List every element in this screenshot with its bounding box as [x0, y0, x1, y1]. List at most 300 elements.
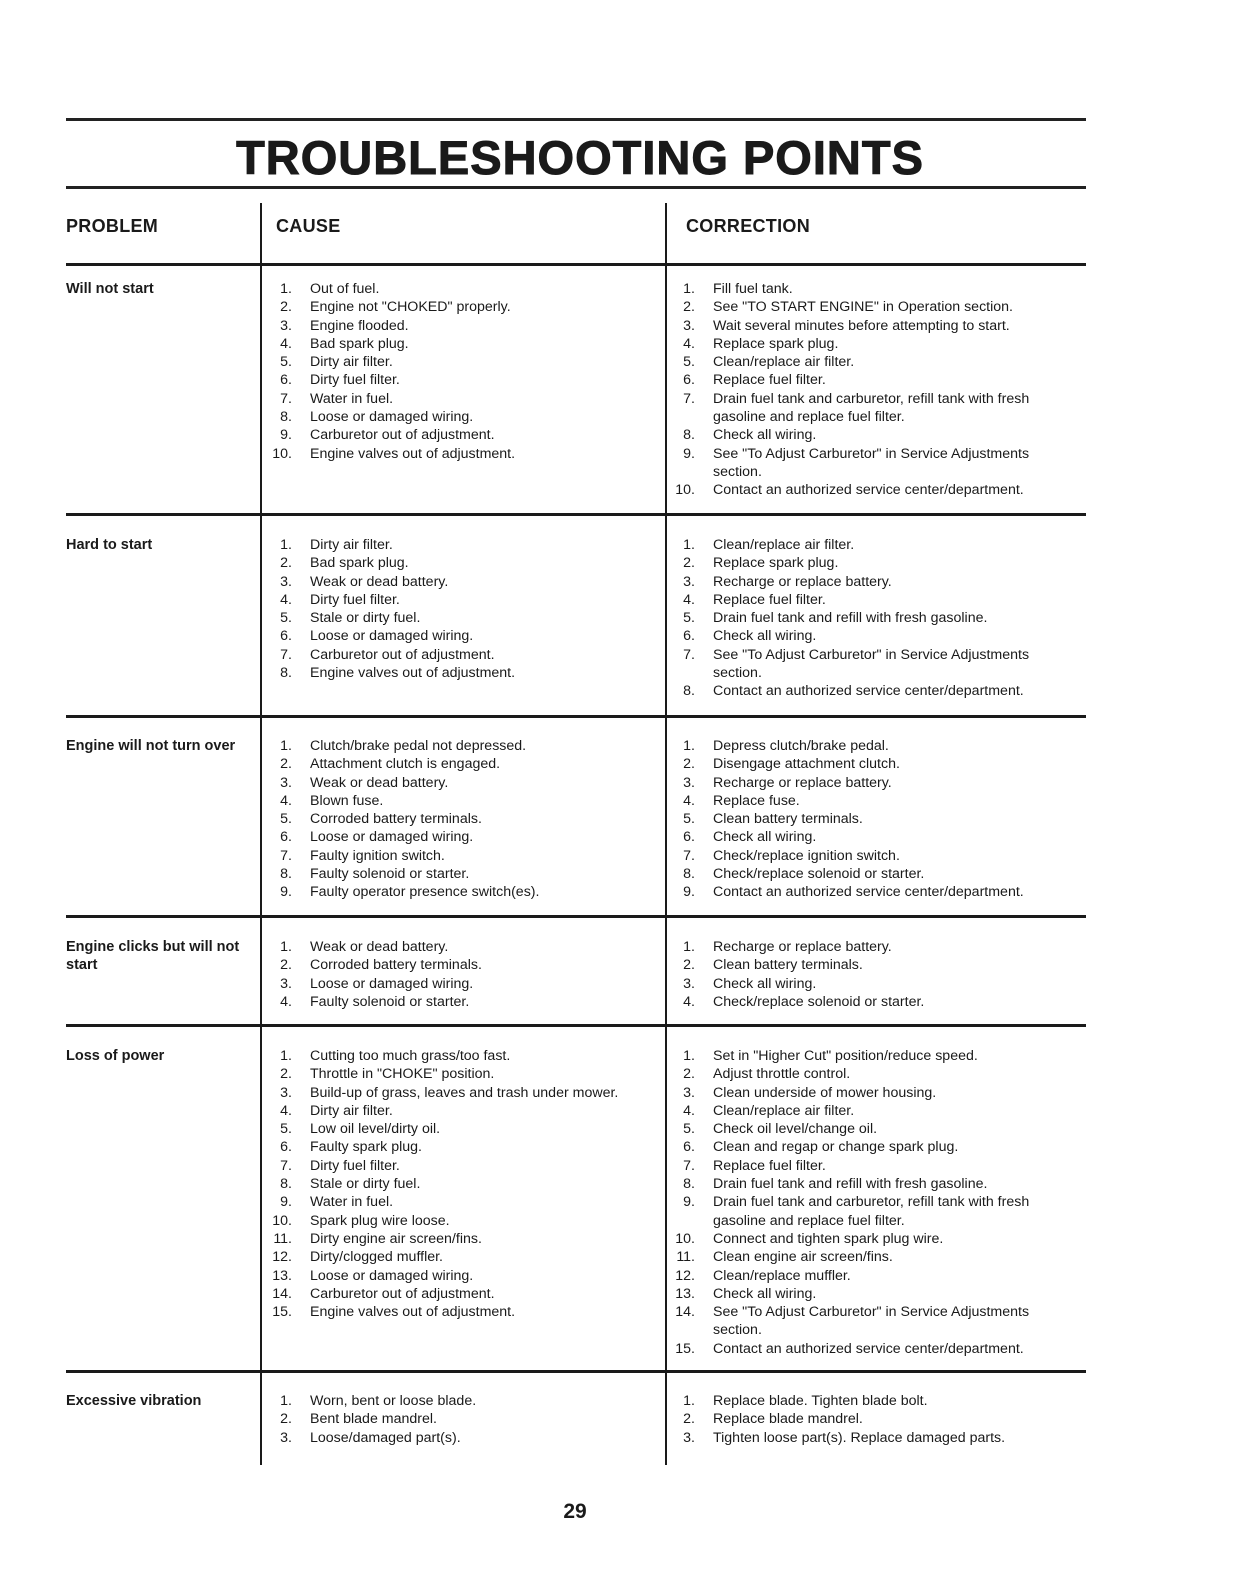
item-number: 9.	[280, 884, 292, 901]
item-text: Loose or damaged wiring.	[310, 409, 474, 426]
header-correction: CORRECTION	[686, 216, 810, 236]
item-text: Faulty solenoid or starter.	[310, 993, 470, 1010]
cause-item	[270, 1120, 665, 1138]
cause-list	[270, 1047, 665, 1321]
correction-item	[673, 1084, 1073, 1102]
correction-list	[673, 1047, 1073, 1358]
item-text: Loose/damaged part(s).	[310, 1429, 461, 1446]
item-text: Carburetor out of adjustment.	[310, 1285, 495, 1302]
item-number: 3.	[683, 975, 695, 992]
item-text: Water in fuel.	[310, 390, 394, 407]
item-text: Build-up of grass, leaves and trash under mower.	[310, 1084, 619, 1101]
correction-item	[673, 975, 1073, 993]
item-number: 7.	[280, 390, 292, 407]
page-number: 29	[563, 1500, 587, 1523]
cause-item	[270, 737, 665, 755]
correction-item	[673, 536, 1073, 554]
item-number: 12.	[675, 1267, 695, 1284]
item-number: 9.	[683, 445, 695, 462]
item-text: Corroded battery terminals.	[310, 957, 482, 974]
correction-item	[673, 956, 1073, 974]
title-bottom-rule	[66, 186, 1086, 189]
item-number: 9.	[683, 1194, 695, 1211]
cause-item	[270, 755, 665, 773]
item-number: 6.	[683, 829, 695, 846]
correction-item	[673, 627, 1073, 645]
item-text: Out of fuel.	[310, 281, 380, 297]
item-text: Clean battery terminals.	[713, 957, 863, 974]
item-text: Clean battery terminals.	[713, 811, 863, 828]
item-text: See "To Adjust Carburetor" in Service Adjustments section.	[713, 445, 1030, 480]
correction-item	[673, 1303, 1073, 1340]
item-text: Worn, bent or loose blade.	[310, 1393, 477, 1409]
cause-item	[270, 938, 665, 956]
item-text: Loose or damaged wiring.	[310, 1267, 474, 1284]
item-number: 2.	[683, 756, 695, 773]
correction-item	[673, 1065, 1073, 1083]
cause-item	[270, 646, 665, 664]
correction-item	[673, 1392, 1073, 1410]
item-number: 10.	[272, 445, 292, 462]
item-text: Contact an authorized service center/department.	[713, 683, 1024, 700]
item-number: 13.	[272, 1267, 292, 1284]
item-text: Clean engine air screen/fins.	[713, 1249, 893, 1266]
item-text: Dirty air filter.	[310, 354, 393, 371]
item-number: 2.	[280, 555, 292, 572]
cause-list	[270, 536, 665, 682]
item-number: 5.	[683, 610, 695, 627]
cause-item	[270, 536, 665, 554]
item-text: Attachment clutch is engaged.	[310, 756, 501, 773]
item-text: Cutting too much grass/too fast.	[310, 1048, 511, 1064]
item-number: 4.	[280, 1102, 292, 1119]
item-number: 8.	[280, 866, 292, 883]
item-number: 2.	[280, 957, 292, 974]
item-number: 3.	[280, 774, 292, 791]
item-number: 12.	[272, 1249, 292, 1266]
item-text: Bent blade mandrel.	[310, 1411, 437, 1428]
item-text: Faulty solenoid or starter.	[310, 866, 470, 883]
item-number: 15.	[272, 1304, 292, 1321]
item-text: Set in "Higher Cut" position/reduce speed.	[713, 1048, 978, 1064]
item-number: 1.	[280, 281, 292, 297]
item-number: 11.	[273, 1230, 292, 1247]
cause-item	[270, 317, 665, 335]
item-number: 2.	[683, 957, 695, 974]
item-text: Dirty fuel filter.	[310, 372, 400, 389]
item-text: Carburetor out of adjustment.	[310, 646, 495, 663]
title-top-rule	[66, 118, 1086, 121]
item-text: Clean/replace air filter.	[713, 354, 855, 371]
item-number: 2.	[683, 555, 695, 572]
correction-list	[673, 280, 1073, 500]
item-number: 7.	[683, 390, 695, 407]
cause-item	[270, 865, 665, 883]
cause-list	[270, 1392, 665, 1447]
cause-item	[270, 847, 665, 865]
cause-item	[270, 1303, 665, 1321]
column-divider-correction	[665, 203, 667, 1465]
cause-item	[270, 1392, 665, 1410]
item-number: 6.	[683, 1139, 695, 1156]
item-text: Dirty air filter.	[310, 1102, 393, 1119]
item-number: 4.	[683, 1102, 695, 1119]
item-number: 1.	[280, 537, 292, 553]
item-text: Replace fuel filter.	[713, 591, 826, 608]
cause-item	[270, 792, 665, 810]
cause-item	[270, 445, 665, 463]
item-number: 8.	[683, 683, 695, 700]
item-text: Clean/replace air filter.	[713, 1102, 855, 1119]
item-text: Contact an authorized service center/department.	[713, 884, 1024, 901]
item-text: Stale or dirty fuel.	[310, 610, 421, 627]
item-number: 8.	[280, 409, 292, 426]
item-number: 2.	[280, 756, 292, 773]
item-text: Loose or damaged wiring.	[310, 829, 474, 846]
correction-item	[673, 573, 1073, 591]
item-text: Drain fuel tank and refill with fresh gasoline.	[713, 1176, 988, 1193]
correction-item	[673, 810, 1073, 828]
item-number: 8.	[280, 1176, 292, 1193]
correction-item	[673, 828, 1073, 846]
item-text: Engine valves out of adjustment.	[310, 1304, 516, 1321]
item-text: Check all wiring.	[713, 628, 817, 645]
item-number: 10.	[272, 1212, 292, 1229]
correction-item	[673, 1193, 1073, 1230]
item-text: Low oil level/dirty oil.	[310, 1121, 441, 1138]
item-number: 1.	[280, 1393, 292, 1409]
item-text: Spark plug wire loose.	[310, 1212, 450, 1229]
item-number: 7.	[280, 646, 292, 663]
item-number: 6.	[683, 628, 695, 645]
item-number: 9.	[683, 884, 695, 901]
correction-item	[673, 646, 1073, 683]
item-text: Water in fuel.	[310, 1194, 394, 1211]
correction-item	[673, 371, 1073, 389]
item-text: Weak or dead battery.	[310, 939, 449, 955]
item-number: 10.	[675, 482, 695, 499]
item-number: 2.	[683, 1066, 695, 1083]
item-text: Drain fuel tank and carburetor, refill tank with fresh gasoline and replace fuel filter.	[713, 390, 1030, 426]
item-number: 6.	[280, 628, 292, 645]
cause-item	[270, 627, 665, 645]
cause-item	[270, 1212, 665, 1230]
column-divider-cause	[260, 203, 262, 1465]
item-number: 2.	[280, 299, 292, 316]
item-number: 4.	[683, 792, 695, 809]
item-text: Depress clutch/brake pedal.	[713, 738, 889, 754]
cause-item	[270, 664, 665, 682]
item-text: Contact an authorized service center/department.	[713, 482, 1024, 499]
correction-item	[673, 865, 1073, 883]
correction-item	[673, 353, 1073, 371]
cause-item	[270, 573, 665, 591]
item-text: Replace spark plug.	[713, 335, 839, 352]
cause-item	[270, 426, 665, 444]
cause-item	[270, 1193, 665, 1211]
item-number: 4.	[683, 335, 695, 352]
item-number: 3.	[280, 975, 292, 992]
problem-label: Excessive vibration	[66, 1393, 202, 1409]
item-number: 10.	[675, 1230, 695, 1247]
correction-item	[673, 554, 1073, 572]
item-text: Check all wiring.	[713, 427, 817, 444]
item-text: Stale or dirty fuel.	[310, 1176, 421, 1193]
correction-item	[673, 1047, 1073, 1065]
cause-item	[270, 408, 665, 426]
correction-item	[673, 792, 1073, 810]
item-text: Corroded battery terminals.	[310, 811, 482, 828]
item-number: 4.	[280, 591, 292, 608]
item-text: See "TO START ENGINE" in Operation section.	[713, 299, 1013, 316]
cause-item	[270, 883, 665, 901]
cause-item	[270, 828, 665, 846]
item-number: 3.	[683, 317, 695, 334]
item-text: Replace fuel filter.	[713, 1157, 826, 1174]
item-number: 2.	[683, 1411, 695, 1428]
correction-item	[673, 390, 1073, 427]
item-number: 3.	[280, 317, 292, 334]
item-number: 14.	[675, 1304, 695, 1321]
correction-item	[673, 591, 1073, 609]
item-text: Replace spark plug.	[713, 555, 839, 572]
cause-item	[270, 298, 665, 316]
item-text: Recharge or replace battery.	[713, 573, 892, 590]
problem-label: Loss of power	[66, 1048, 165, 1064]
item-text: Engine valves out of adjustment.	[310, 445, 516, 462]
correction-list	[673, 737, 1073, 902]
cause-item	[270, 1065, 665, 1083]
item-number: 1.	[683, 1393, 695, 1409]
item-text: Throttle in "CHOKE" position.	[310, 1066, 495, 1083]
item-number: 5.	[683, 1121, 695, 1138]
cause-item	[270, 335, 665, 353]
correction-item	[673, 774, 1073, 792]
correction-item	[673, 1410, 1073, 1428]
item-text: Recharge or replace battery.	[713, 939, 892, 955]
correction-item	[673, 317, 1073, 335]
item-text: Blown fuse.	[310, 792, 384, 809]
item-number: 7.	[280, 1157, 292, 1174]
correction-list	[673, 536, 1073, 701]
row-separator	[66, 715, 1086, 718]
item-number: 15.	[675, 1340, 695, 1357]
cause-item	[270, 280, 665, 298]
cause-item	[270, 1138, 665, 1156]
item-number: 6.	[280, 1139, 292, 1156]
item-number: 5.	[280, 1121, 292, 1138]
item-number: 3.	[280, 1084, 292, 1101]
item-number: 3.	[683, 1429, 695, 1446]
cause-item	[270, 371, 665, 389]
correction-item	[673, 1157, 1073, 1175]
item-text: Clean/replace air filter.	[713, 537, 855, 553]
item-number: 4.	[683, 993, 695, 1010]
cause-item	[270, 1248, 665, 1266]
page-title: TROUBLESHOOTING POINTS	[236, 131, 924, 184]
item-number: 9.	[280, 427, 292, 444]
item-number: 8.	[683, 866, 695, 883]
item-text: Dirty fuel filter.	[310, 591, 400, 608]
cause-item	[270, 975, 665, 993]
item-number: 7.	[683, 646, 695, 663]
item-text: Clean and regap or change spark plug.	[713, 1139, 959, 1156]
item-text: Drain fuel tank and refill with fresh gasoline.	[713, 610, 988, 627]
item-number: 13.	[675, 1285, 695, 1302]
correction-item	[673, 426, 1073, 444]
item-text: Bad spark plug.	[310, 335, 409, 352]
item-number: 7.	[683, 847, 695, 864]
item-number: 5.	[280, 354, 292, 371]
problem-label: Will not start	[66, 281, 154, 297]
item-text: Wait several minutes before attempting to start.	[713, 317, 1010, 334]
item-number: 8.	[683, 1176, 695, 1193]
cause-item	[270, 591, 665, 609]
item-number: 4.	[683, 591, 695, 608]
cause-item	[270, 956, 665, 974]
correction-item	[673, 1138, 1073, 1156]
cause-item	[270, 1102, 665, 1120]
item-text: Check/replace solenoid or starter.	[713, 866, 925, 883]
cause-item	[270, 1175, 665, 1193]
correction-item	[673, 993, 1073, 1011]
item-number: 5.	[280, 610, 292, 627]
item-text: Contact an authorized service center/department.	[713, 1340, 1024, 1357]
correction-item	[673, 445, 1073, 482]
item-text: Fill fuel tank.	[713, 281, 793, 297]
item-text: Clean/replace muffler.	[713, 1267, 851, 1284]
item-text: Weak or dead battery.	[310, 573, 449, 590]
item-text: Tighten loose part(s). Replace damaged parts.	[713, 1429, 1006, 1446]
item-number: 3.	[683, 573, 695, 590]
item-text: Loose or damaged wiring.	[310, 975, 474, 992]
row-separator	[66, 1370, 1086, 1373]
item-text: Check oil level/change oil.	[713, 1121, 878, 1138]
item-text: Check all wiring.	[713, 1285, 817, 1302]
row-separator	[66, 1024, 1086, 1027]
correction-list	[673, 1392, 1073, 1447]
item-text: Check all wiring.	[713, 829, 817, 846]
item-number: 6.	[280, 372, 292, 389]
item-text: Replace fuel filter.	[713, 372, 826, 389]
header-problem: PROBLEM	[66, 216, 159, 236]
item-number: 7.	[683, 1157, 695, 1174]
correction-list	[673, 938, 1073, 1011]
item-number: 5.	[280, 811, 292, 828]
item-text: Disengage attachment clutch.	[713, 756, 900, 773]
item-text: See "To Adjust Carburetor" in Service Adjustments section.	[713, 1304, 1030, 1339]
cause-item	[270, 1157, 665, 1175]
item-number: 11.	[676, 1249, 695, 1266]
item-number: 7.	[280, 847, 292, 864]
correction-item	[673, 1340, 1073, 1358]
item-number: 1.	[280, 738, 292, 754]
item-text: Replace blade mandrel.	[713, 1411, 863, 1428]
item-number: 1.	[683, 537, 695, 553]
item-number: 1.	[683, 738, 695, 754]
correction-item	[673, 1230, 1073, 1248]
cause-item	[270, 1410, 665, 1428]
item-number: 3.	[683, 774, 695, 791]
item-text: Carburetor out of adjustment.	[310, 427, 495, 444]
item-number: 3.	[280, 1429, 292, 1446]
item-text: Engine flooded.	[310, 317, 409, 334]
row-separator	[66, 263, 1086, 266]
item-text: Check/replace solenoid or starter.	[713, 993, 925, 1010]
item-number: 5.	[683, 354, 695, 371]
cause-item	[270, 810, 665, 828]
item-text: Faulty spark plug.	[310, 1139, 422, 1156]
problem-label: Hard to start	[66, 537, 153, 553]
item-number: 1.	[683, 281, 695, 297]
item-number: 1.	[683, 939, 695, 955]
item-text: Clean underside of mower housing.	[713, 1084, 937, 1101]
correction-item	[673, 481, 1073, 499]
cause-item	[270, 390, 665, 408]
correction-item	[673, 847, 1073, 865]
item-number: 3.	[683, 1084, 695, 1101]
correction-item	[673, 1102, 1073, 1120]
item-number: 1.	[280, 1048, 292, 1064]
item-text: Replace blade. Tighten blade bolt.	[713, 1393, 928, 1409]
item-number: 4.	[280, 335, 292, 352]
row-separator	[66, 915, 1086, 918]
item-number: 5.	[683, 811, 695, 828]
item-text: Recharge or replace battery.	[713, 774, 892, 791]
cause-item	[270, 554, 665, 572]
item-number: 1.	[280, 939, 292, 955]
cause-list	[270, 737, 665, 902]
cause-item	[270, 1285, 665, 1303]
item-text: Dirty engine air screen/fins.	[310, 1230, 482, 1247]
item-text: Dirty air filter.	[310, 537, 393, 553]
correction-item	[673, 1120, 1073, 1138]
item-number: 2.	[683, 299, 695, 316]
correction-item	[673, 298, 1073, 316]
item-number: 14.	[272, 1285, 292, 1302]
cause-item	[270, 1429, 665, 1447]
correction-item	[673, 1429, 1073, 1447]
correction-item	[673, 737, 1073, 755]
problem-label: Engine clicks but will not start	[66, 939, 240, 974]
item-text: Dirty fuel filter.	[310, 1157, 400, 1174]
item-text: Engine valves out of adjustment.	[310, 665, 516, 682]
cause-item	[270, 993, 665, 1011]
item-number: 2.	[280, 1411, 292, 1428]
item-text: Clutch/brake pedal not depressed.	[310, 738, 527, 754]
item-text: Check all wiring.	[713, 975, 817, 992]
cause-list	[270, 280, 665, 463]
problem-label: Engine will not turn over	[66, 738, 236, 754]
cause-item	[270, 1267, 665, 1285]
item-number: 3.	[280, 573, 292, 590]
item-text: Engine not "CHOKED" properly.	[310, 299, 511, 316]
item-number: 1.	[683, 1048, 695, 1064]
item-text: Check/replace ignition switch.	[713, 847, 900, 864]
correction-item	[673, 755, 1073, 773]
item-text: Bad spark plug.	[310, 555, 409, 572]
item-text: Weak or dead battery.	[310, 774, 449, 791]
correction-item	[673, 1175, 1073, 1193]
cause-item	[270, 1084, 665, 1102]
correction-item	[673, 335, 1073, 353]
correction-item	[673, 609, 1073, 627]
item-text: See "To Adjust Carburetor" in Service Adjustments section.	[713, 646, 1030, 682]
correction-item	[673, 1285, 1073, 1303]
item-text: Faulty operator presence switch(es).	[310, 884, 540, 901]
cause-item	[270, 1230, 665, 1248]
item-number: 4.	[280, 993, 292, 1010]
